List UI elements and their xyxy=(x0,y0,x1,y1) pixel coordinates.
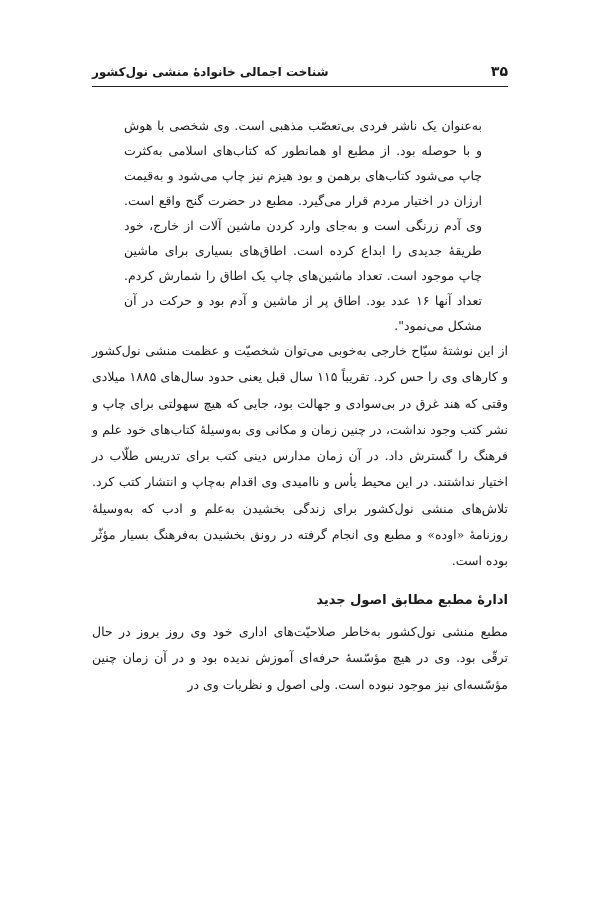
page-header xyxy=(92,56,508,82)
page-number: ۳۵ xyxy=(490,64,508,80)
block-quote: به‌عنوان یک ناشر فردی بی‌تعصّب مذهبی است. وی شخصی با هوش و با حوصله بود. از مطبع او همانطور که کتاب‌های اسلامی به‌کثرت چاپ می‌شود کتاب‌های برهمن و بود هیزم نیز چاپ می‌شود و به‌قیمت ارزان در اختیار مردم قرار می‌گیرد. مطبع در حضرت گنج واقع است. وی آدم زرنگی است و به‌جای وارد کردن ماشین آلات از خارج، خود طریقهٔ جدیدی را ابداع کرده است. اطاق‌های بسیاری برای ماشین چاپ موجود است. تعداد ماشین‌های چاپ یک اطاق را شمارش کردم. تعداد آنها ۱۶ عدد بود. اطاق پر از ماشین و آدم بود و حرکت در آن مشکل می‌نمود". xyxy=(124,118,482,333)
body-paragraph: از این نوشتهٔ سیّاح خارجی به‌خوبی می‌توان شخصیّت و عظمت منشی نول‌کشور و کارهای وی را حس کرد. تقریباً ۱۱۵ سال قبل یعنی حدود سال‌های ۱۸۸۵ میلادی وقتی که هند غرق در بی‌سوادی و جهالت بود، جایی که هیچ سهولتی برای چاپ و نشر کتب وجود نداشت، در چنین زمان و مکانی وی به‌وسیلهٔ کتاب‌های خود علم و فرهنگ را گسترش داد. در آن زمان مدارس دینی کتب برای تدریس طلّاب در اختیار نداشتند. در این محیط یأس و ناامیدی وی اقدام به‌چاپ و انتشار کتب کرد. تلاش‌های منشی نول‌کشور برای زندگی بخشیدن به‌علم و ادب که به‌وسیلهٔ روزنامهٔ «اوده» و مطبع وی انجام گرفته در رونق بخشیدن به‌فرهنگ بسیار مؤثّر بوده است. xyxy=(92,343,509,569)
page-body xyxy=(92,113,508,698)
header-divider xyxy=(92,86,508,87)
running-title: شناخت اجمالی خانوادهٔ منشی نول‌کشور xyxy=(92,65,329,79)
section-heading: ادارهٔ مطبع مطابق اصول جدید xyxy=(316,592,508,608)
section-paragraph: مطبع منشی نول‌کشور به‌خاطر صلاحیّت‌های اداری خود وی روز بروز در حال ترقّی بود. وی در هیچ مؤسّسهٔ حرفه‌ای آموزش ندیده بود و در آن زمان چنین مؤسّسه‌ای نیز موجود نبوده است. ولی اصول و نظریات وی در xyxy=(92,623,508,692)
